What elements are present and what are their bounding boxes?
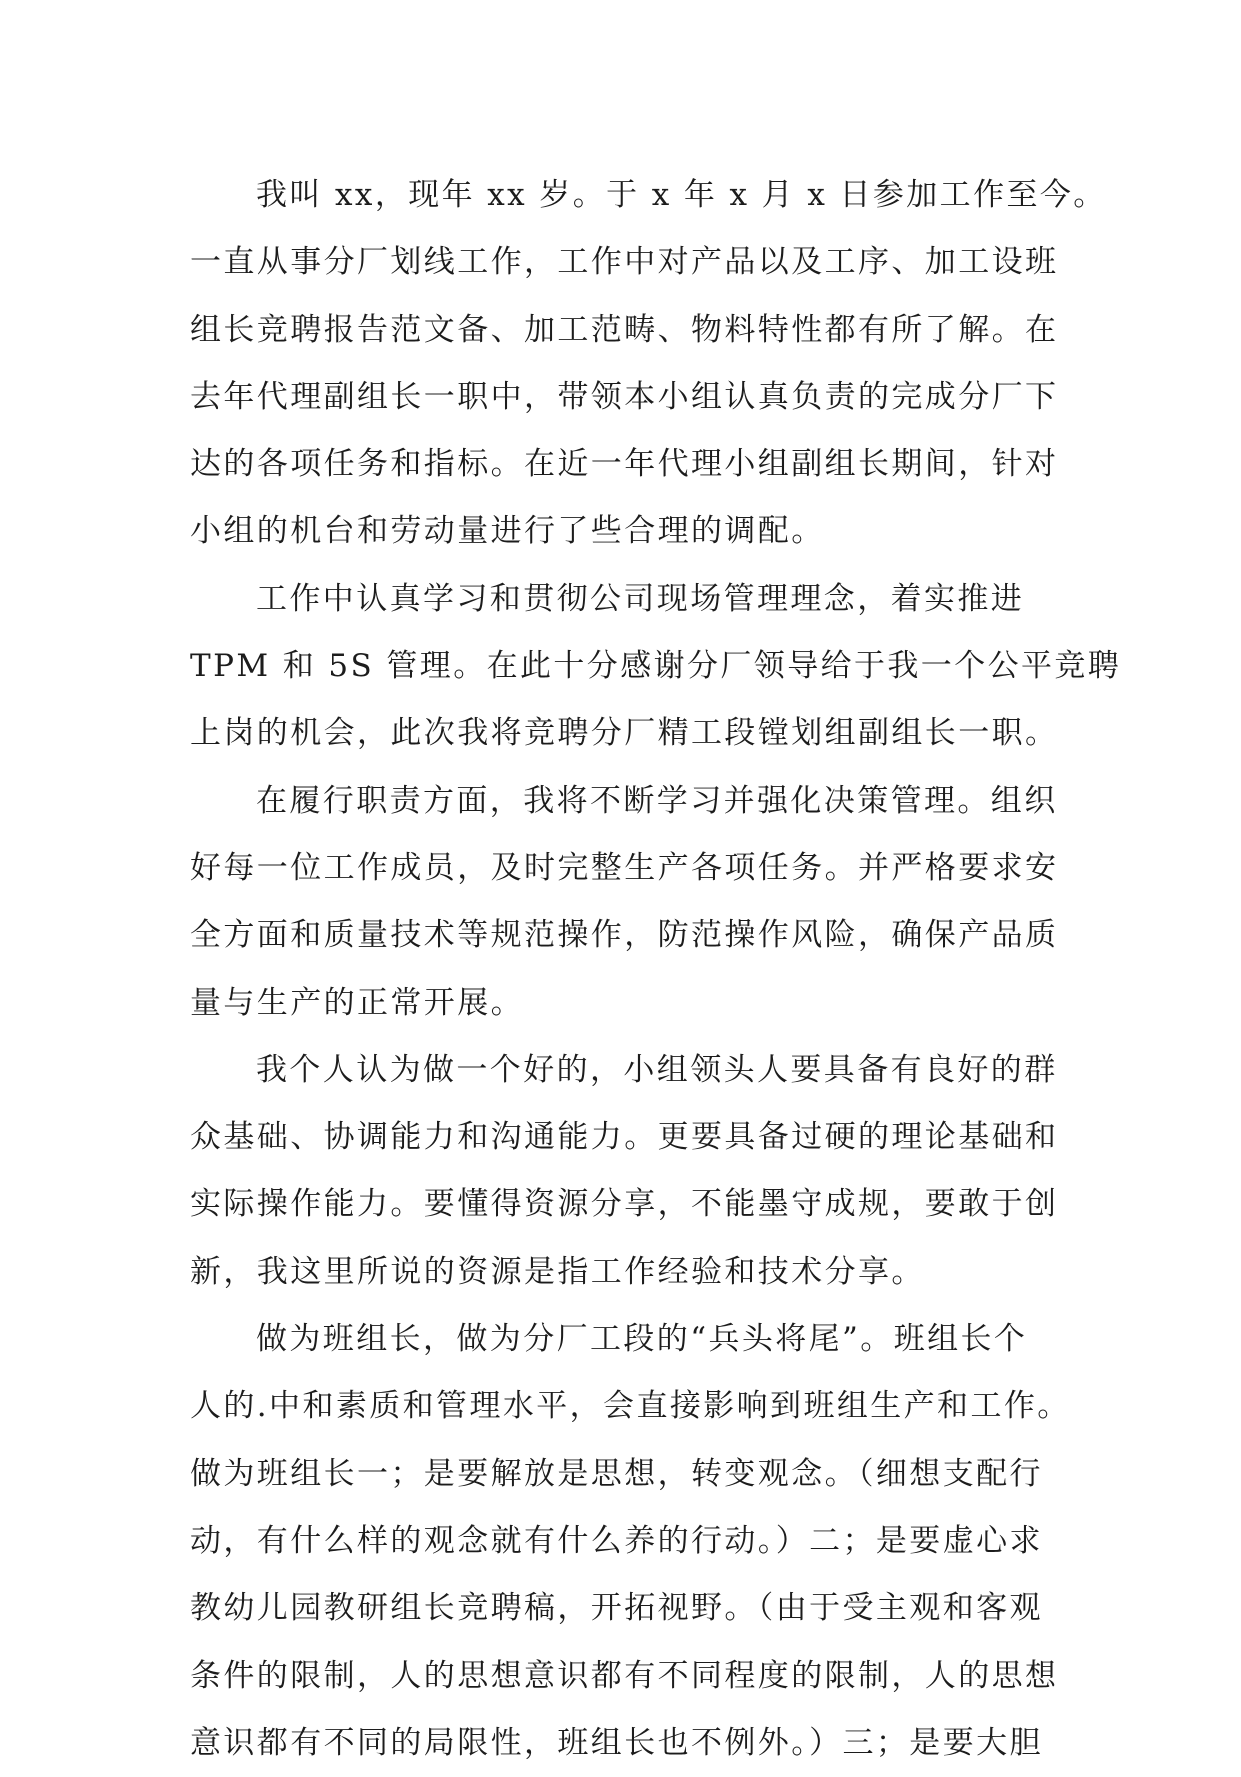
paragraph-line: 组长竞聘报告范文备、加工范畴、物料特性都有所了解。在 xyxy=(190,311,1059,348)
paragraph-line: 条件的限制，人的思想意识都有不同程度的限制，人的思想 xyxy=(190,1657,1059,1694)
paragraph-line: 好每一位工作成员，及时完整生产各项任务。并严格要求安 xyxy=(190,849,1059,886)
paragraph-line: 人的.中和素质和管理水平，会直接影响到班组生产和工作。 xyxy=(190,1388,1071,1425)
paragraph-line: 小组的机台和劳动量进行了些合理的调配。 xyxy=(190,513,825,550)
paragraph-first-line: 我叫 xx，现年 xx 岁。于 x 年 x 月 x 日参加工作至今。 xyxy=(256,177,1107,213)
paragraph-line: 上岗的机会，此次我将竞聘分厂精工段镗划组副组长一职。 xyxy=(190,715,1059,752)
paragraph-line: 众基础、协调能力和沟通能力。更要具备过硬的理论基础和 xyxy=(190,1119,1059,1156)
paragraph-first-line: 工作中认真学习和贯彻公司现场管理理念，着实推进 xyxy=(256,580,1025,617)
paragraph-line: 教幼儿园教研组长竞聘稿，开拓视野。（由于受主观和客观 xyxy=(190,1590,1043,1627)
body-text xyxy=(190,162,1122,1777)
paragraph-line: 新，我这里所说的资源是指工作经验和技术分享。 xyxy=(190,1253,925,1290)
paragraph-line: 一直从事分厂划线工作，工作中对产品以及工序、加工设班 xyxy=(190,244,1059,281)
paragraph-line: 动，有什么样的观念就有什么养的行动。）二；是要虚心求 xyxy=(190,1522,1043,1559)
paragraph-line: TPM 和 5S 管理。在此十分感谢分厂领导给于我一个公平竞聘 xyxy=(190,648,1122,685)
paragraph-line: 量与生产的正常开展。 xyxy=(190,984,524,1021)
paragraph-line: 实际操作能力。要懂得资源分享，不能墨守成规，要敢于创 xyxy=(190,1186,1059,1223)
paragraph-line: 去年代理副组长一职中，带领本小组认真负责的完成分厂下 xyxy=(190,378,1059,415)
paragraph-first-line: 做为班组长，做为分厂工段的“兵头将尾”。班组长个 xyxy=(256,1321,1028,1358)
paragraph-first-line: 我个人认为做一个好的，小组领头人要具备有良好的群 xyxy=(256,1051,1058,1088)
paragraph-line: 意识都有不同的局限性，班组长也不例外。）三；是要大胆 xyxy=(190,1724,1043,1761)
paragraph-line: 做为班组长一；是要解放是思想，转变观念。（细想支配行 xyxy=(190,1455,1043,1492)
paragraph-first-line: 在履行职责方面，我将不断学习并强化决策管理。组织 xyxy=(256,782,1058,819)
paragraph-line: 全方面和质量技术等规范操作，防范操作风险，确保产品质 xyxy=(190,917,1059,954)
paragraph-line: 达的各项任务和指标。在近一年代理小组副组长期间，针对 xyxy=(190,446,1059,483)
